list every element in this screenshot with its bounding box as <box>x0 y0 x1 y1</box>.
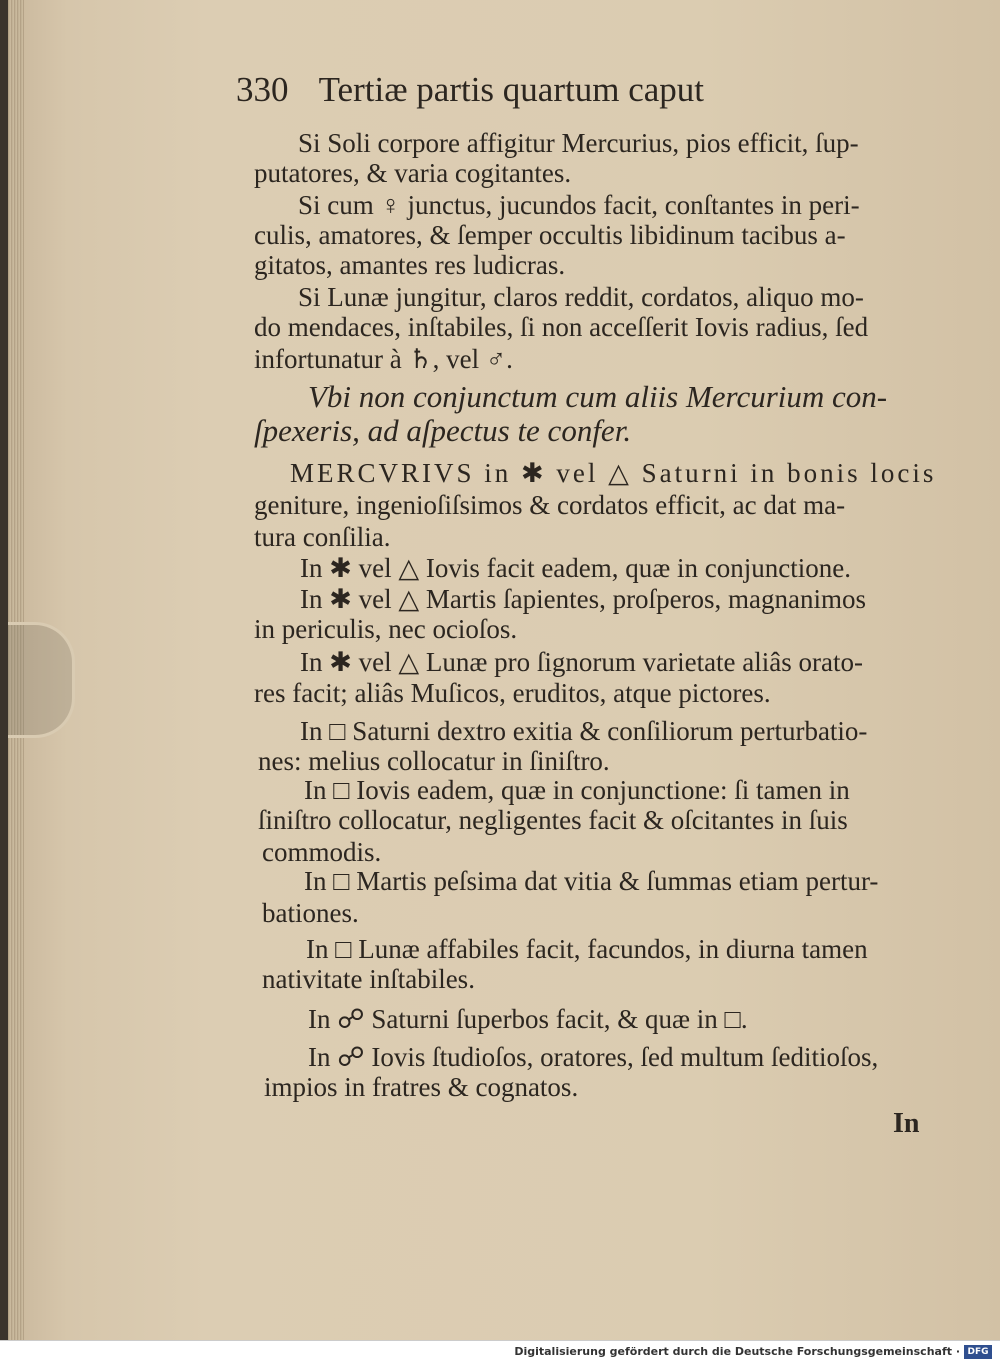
text-line: MERCVRIVS in ✱ vel △ Saturni in bonis locis <box>290 458 937 488</box>
text-line: gitatos, amantes res ludicras. <box>254 250 566 280</box>
text-line: ſiniſtro collocatur, negligentes facit & oſcitantes in ſuis <box>258 805 848 835</box>
digitization-footer <box>0 1340 1000 1364</box>
text-line: In ✱ vel △ Lunæ pro ſignorum varietate aliâs orato- <box>300 647 863 677</box>
text-line: bationes. <box>262 898 359 928</box>
text-line: infortunatur à ♄, vel ♂. <box>254 344 513 374</box>
text-line: Si cum ♀ junctus, jucundos facit, conſtantes in peri- <box>298 190 860 220</box>
italic-line: ſpexeris, ad aſpectus te confer. <box>254 413 632 448</box>
text-line: In □ Saturni dextro exitia & conſiliorum perturbatio- <box>300 716 868 746</box>
text-line: geniture, ingenioſiſsimos & cordatos efficit, ac dat ma- <box>254 490 846 520</box>
text-line: Si Soli corpore affigitur Mercurius, pios efficit, ſup- <box>298 128 859 158</box>
text-line: tura conſilia. <box>254 522 391 552</box>
text-line: impios in fratres & cognatos. <box>264 1072 579 1102</box>
text-line: Si Lunæ jungitur, claros reddit, cordatos, aliquo mo- <box>298 282 864 312</box>
text-line: In ✱ vel △ Martis ſapientes, proſperos, magnanimos <box>300 584 867 614</box>
text-line: In ☍ Iovis ſtudioſos, oratores, ſed multum ſeditioſos, <box>308 1042 879 1072</box>
text-line: In □ Iovis eadem, quæ in conjunctione: ſi tamen in <box>304 775 850 805</box>
text-line: In □ Martis peſsima dat vitia & ſummas etiam pertur- <box>304 866 879 896</box>
running-title: Tertiæ partis quartum caput <box>318 70 704 109</box>
text-line: In □ Lunæ affabiles facit, facundos, in diurna tamen <box>306 934 868 964</box>
text-line: res facit; aliâs Muſicos, eruditos, atque pictores. <box>254 678 771 708</box>
page-number: 330 <box>236 70 289 109</box>
italic-line: Vbi non conjunctum cum aliis Mercurium con- <box>308 379 888 414</box>
catchword: In <box>893 1108 920 1139</box>
dfg-logo-icon: DFG <box>964 1345 992 1359</box>
footer-credit: Digitalisierung gefördert durch die Deutsche Forschungsgemeinschaft · <box>514 1345 960 1358</box>
text-line: culis, amatores, & ſemper occultis libidinum tacibus a- <box>254 220 846 250</box>
text-line: putatores, & varia cogitantes. <box>254 158 572 188</box>
text-line: In ✱ vel △ Iovis facit eadem, quæ in conjunctione. <box>300 553 851 583</box>
text-line: nativitate inſtabiles. <box>262 964 475 994</box>
text-line: do mendaces, inſtabiles, ſi non acceſſerit Iovis radius, ſed <box>254 312 869 342</box>
text-line: commodis. <box>262 837 382 867</box>
text-line: in periculis, nec ocioſos. <box>254 614 518 644</box>
text-line: nes: melius collocatur in ſiniſtro. <box>258 746 610 776</box>
page-header <box>236 70 704 110</box>
text-line: In ☍ Saturni ſuperbos facit, & quæ in □. <box>308 1004 748 1034</box>
